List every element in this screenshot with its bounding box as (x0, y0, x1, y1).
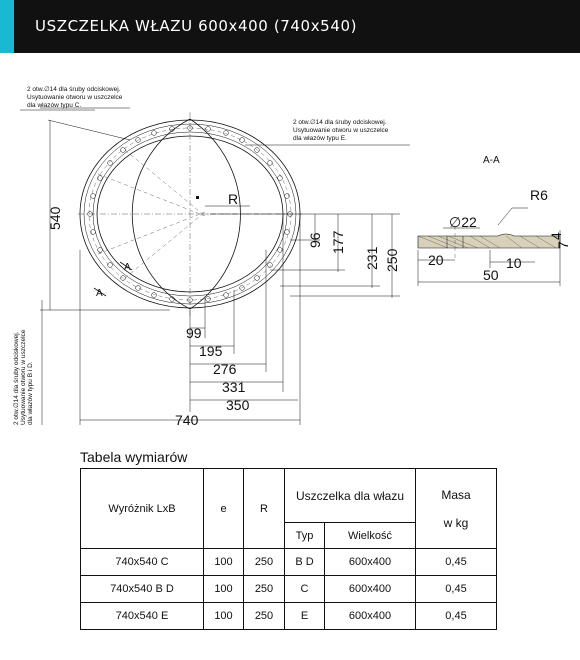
note-hole-bd (13, 329, 34, 425)
dim-195: 195 (199, 343, 223, 359)
header-mass-line1: Masa (441, 487, 471, 502)
dim-231: 231 (364, 246, 380, 270)
dim-331: 331 (222, 379, 246, 395)
cell-r: 250 (244, 603, 285, 630)
bolt-hole (240, 138, 245, 143)
page-title: USZCZELKA WŁAZU 600x400 (740x540) (35, 17, 358, 35)
cell-mass: 0,45 (416, 549, 497, 576)
dim-177: 177 (330, 230, 346, 254)
cell-designation: 740x540 C (81, 549, 204, 576)
r-label: R (228, 191, 239, 207)
header-gasket: Uszczelka dla włazu (285, 469, 416, 523)
header-r: R (244, 469, 285, 549)
note-hole-e-line2: Usytuowanie otworu w uszczelce (293, 127, 389, 134)
cell-designation: 740x540 B D (81, 576, 204, 603)
bolt-hole (98, 248, 103, 253)
cell-r: 250 (244, 576, 285, 603)
note-hole-c (20, 86, 130, 140)
cell-type: C (285, 576, 325, 603)
note-hole-c-line2: Usytuowanie otworu w uszczelce (27, 94, 123, 101)
header-mass (416, 469, 497, 549)
note-hole-bd-line2: Usytuowanie otworu w uszczelce (20, 329, 27, 425)
header-e: e (204, 469, 244, 549)
dim-96: 96 (307, 232, 323, 248)
table-row (81, 576, 497, 603)
cell-e: 100 (204, 549, 244, 576)
note-hole-bd-line3: dla włazów typu B i D. (27, 361, 34, 425)
bolt-hole (136, 138, 141, 143)
cell-size: 600x400 (325, 549, 416, 576)
radial-line (98, 174, 205, 216)
dim-50: 50 (483, 267, 499, 283)
section-marker-a-2: A (96, 288, 103, 299)
bolt-hole (121, 148, 126, 153)
dim-540: 540 (47, 206, 63, 230)
note-hole-c-leader (48, 120, 130, 140)
note-hole-c-line3: dla włazów typu C. (27, 102, 82, 109)
table-row (81, 549, 497, 576)
cell-mass: 0,45 (416, 576, 497, 603)
header-accent (0, 0, 14, 53)
note-hole-e-line3: dla włazów typu E. (293, 135, 347, 142)
table-row (81, 603, 497, 630)
bolt-hole (206, 297, 211, 302)
bolt-hole (285, 230, 290, 235)
header-mass-line2: w kg (443, 515, 469, 530)
note-hole-bd-line1: 2 otw.∅14 dla śruby odciskowej. (13, 331, 20, 425)
bolt-hole (255, 276, 260, 281)
header-type: Typ (285, 523, 325, 549)
dim-99: 99 (186, 325, 202, 341)
dim-4: 4 (548, 232, 564, 240)
dim-250: 250 (384, 248, 400, 272)
header-designation: Wyróżnik LxB (81, 469, 204, 549)
bolt-hole (224, 131, 229, 136)
center-marker (196, 196, 199, 199)
technical-drawing (0, 60, 580, 440)
bolt-hole (136, 286, 141, 291)
cell-e: 100 (204, 603, 244, 630)
bolt-hole (152, 131, 157, 136)
cell-size: 600x400 (325, 603, 416, 630)
bolt-hole (152, 293, 157, 298)
cell-mass: 0,45 (416, 603, 497, 630)
dim-r6: R6 (530, 187, 548, 203)
section-label: A-A (483, 155, 500, 166)
section-marker-a-1: A (124, 262, 131, 273)
cell-type: E (285, 603, 325, 630)
dimension-table (80, 468, 497, 630)
cell-type: B D (285, 549, 325, 576)
dim-740: 740 (175, 412, 199, 428)
radial-line (98, 212, 205, 254)
bolt-hole (240, 286, 245, 291)
note-hole-c-line1: 2 otw.∅14 dla śruby odciskowej. (27, 86, 121, 93)
dim-20: 20 (428, 252, 444, 268)
dim-d22: ∅22 (449, 214, 477, 230)
cell-e: 100 (204, 576, 244, 603)
bolt-hole (255, 148, 260, 153)
r6-leader (498, 208, 512, 225)
cell-size: 600x400 (325, 576, 416, 603)
cell-designation: 740x540 E (81, 603, 204, 630)
table-title: Tabela wymiarów (80, 449, 188, 465)
dim-276: 276 (213, 361, 237, 377)
table-header-row (81, 469, 497, 523)
cell-r: 250 (244, 549, 285, 576)
dim-7: 7 (555, 241, 571, 249)
dim-10: 10 (506, 255, 522, 271)
bolt-hole (121, 276, 126, 281)
header-bar (0, 0, 580, 53)
note-hole-e-line1: 2 otw.∅14 dla śruby odciskowej. (293, 119, 387, 126)
note-hole-e (245, 119, 410, 145)
section-profile (418, 234, 560, 248)
bolt-hole (268, 161, 273, 166)
header-size: Wielkość (325, 523, 416, 549)
dim-350: 350 (226, 397, 250, 413)
bolt-hole (108, 263, 113, 268)
